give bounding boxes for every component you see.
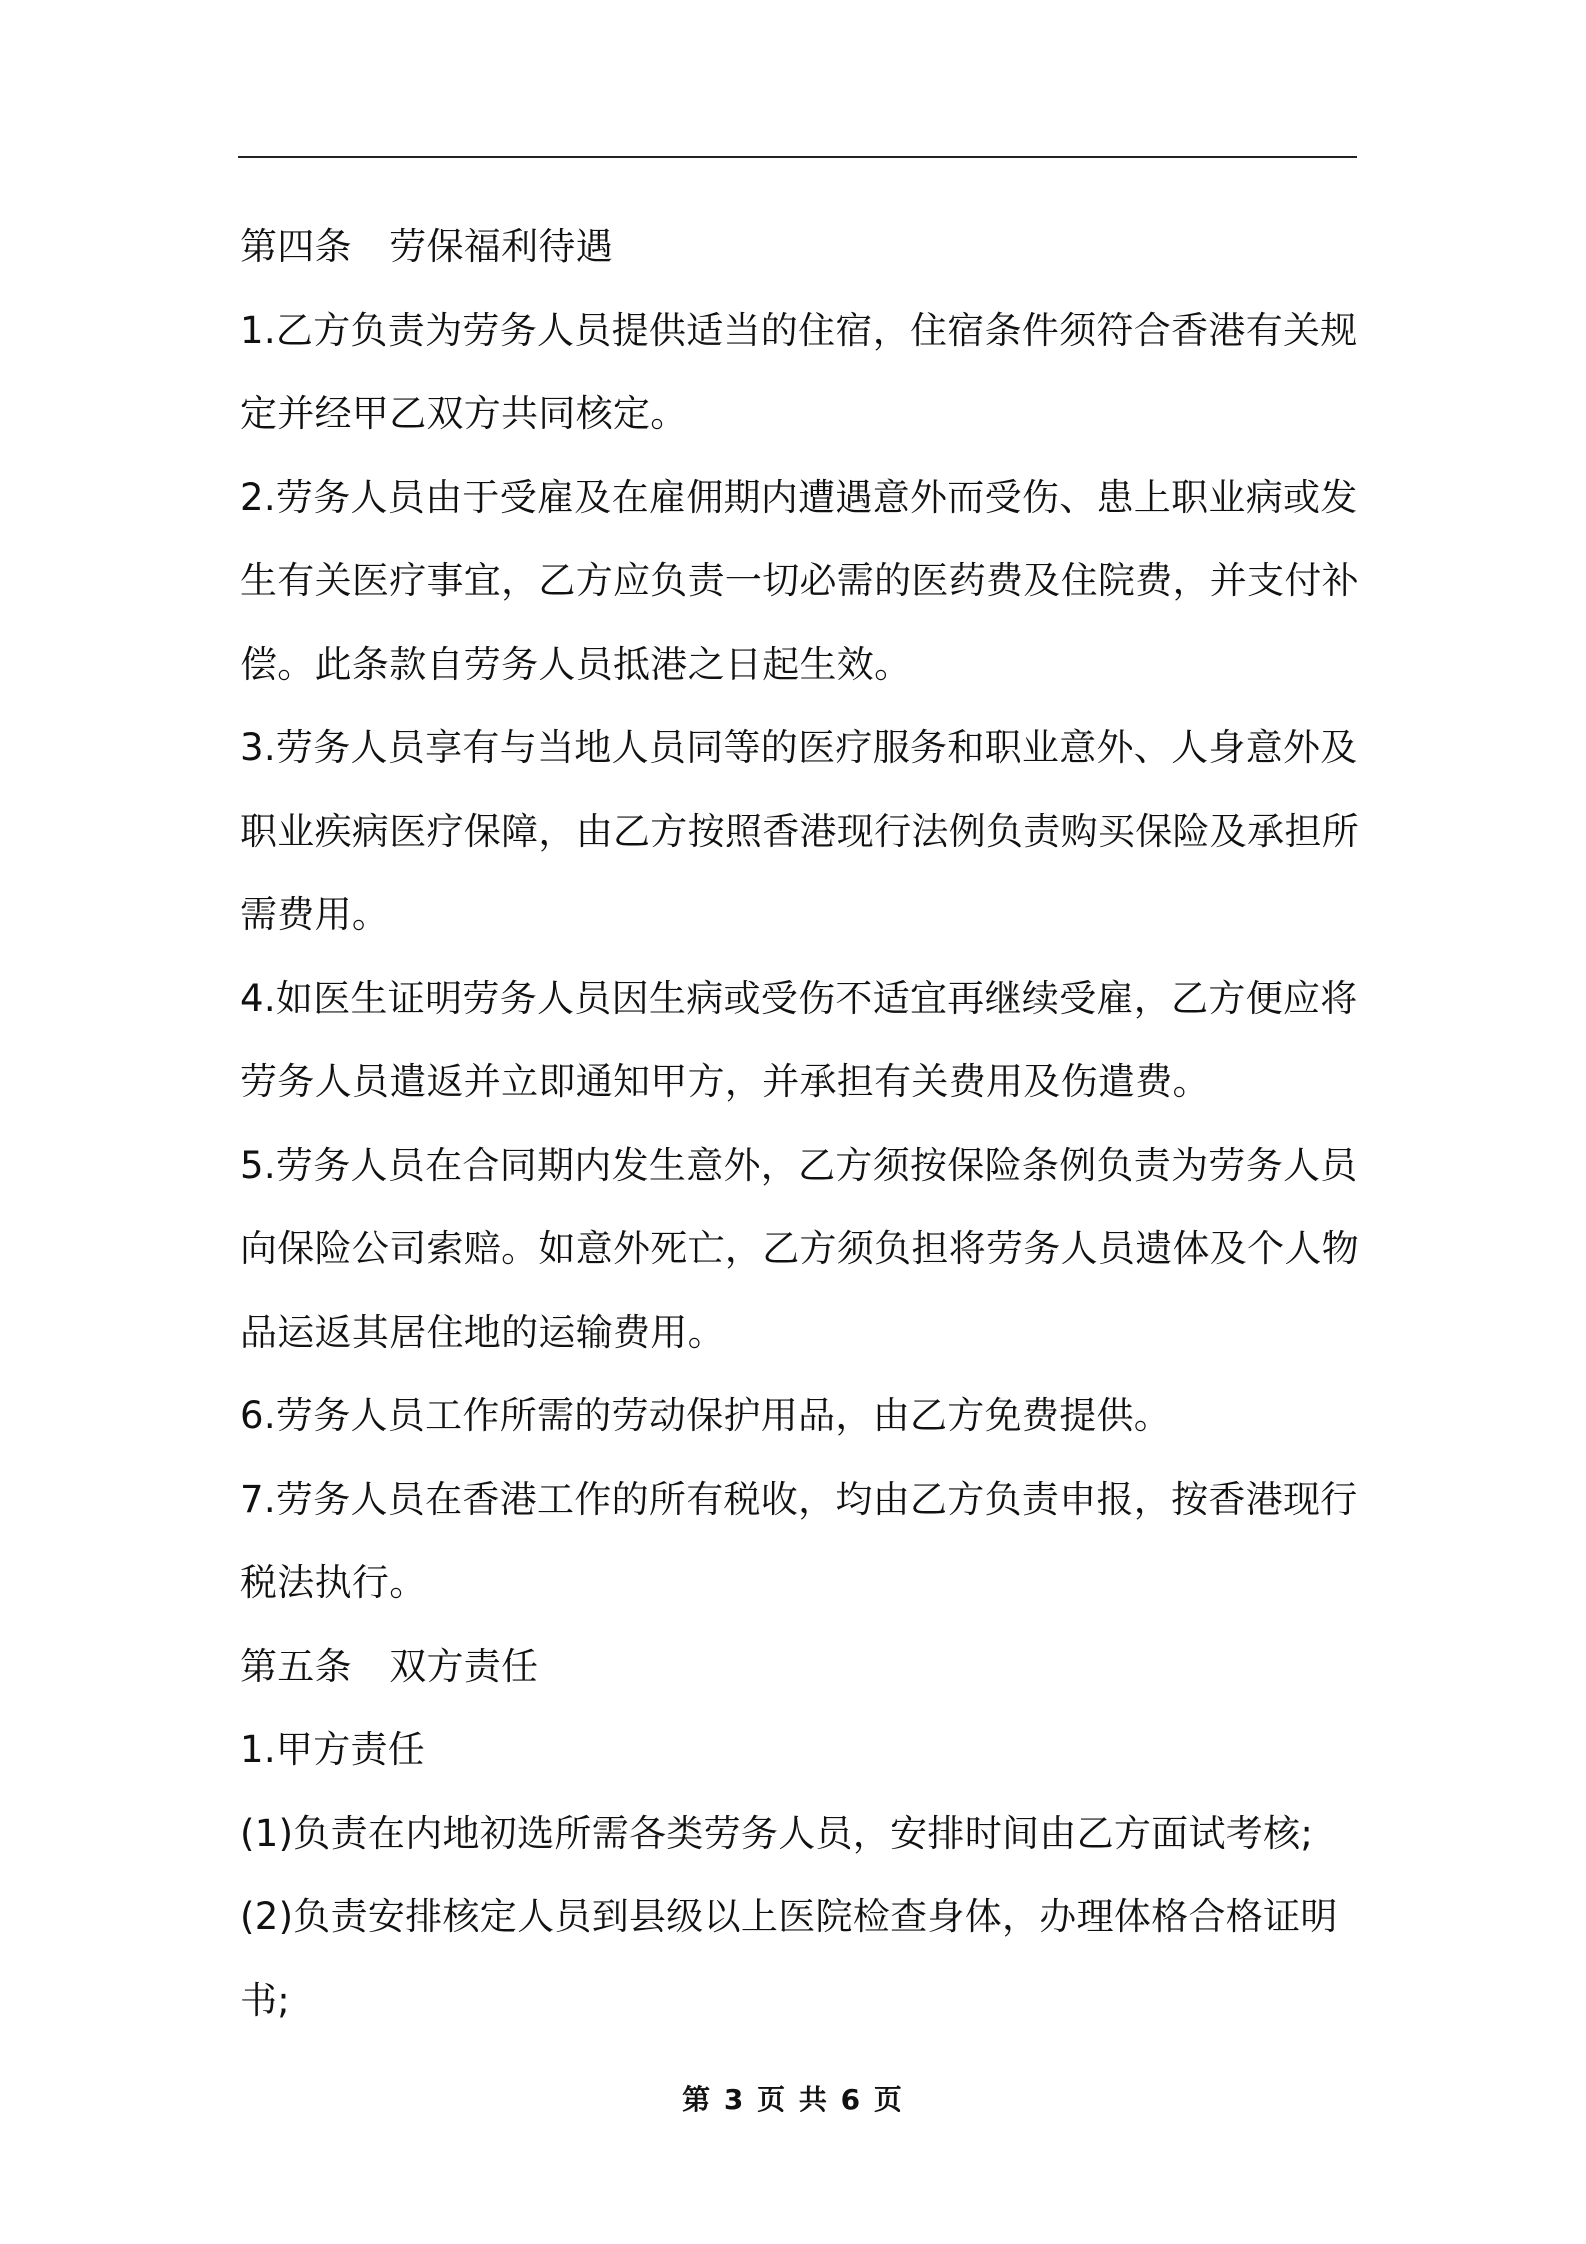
header-rule [238,156,1357,158]
paragraph-line: 书; [240,1978,291,2022]
paragraph-line: 1.乙方负责为劳务人员提供适当的住宿，住宿条件须符合香港有关规 [240,308,1358,352]
paragraph-line: 劳务人员遣返并立即通知甲方，并承担有关费用及伤遣费。 [240,1060,1210,1103]
paragraph-line: 需费用。 [240,893,390,936]
paragraph-line: 偿。此条款自劳务人员抵港之日起生效。 [240,642,912,686]
section-heading: 第四条 劳保福利待遇 [240,225,613,268]
paragraph-line: 4.如医生证明劳务人员因生病或受伤不适宜再继续受雇，乙方便应将 [240,976,1358,1020]
paragraph-line: 品运返其居住地的运输费用。 [240,1310,725,1354]
paragraph-line: 生有关医疗事宜，乙方应负责一切必需的医药费及住院费，并支付补 [240,559,1359,602]
paragraph-line: (1)负责在内地初选所需各类劳务人员，安排时间由乙方面试考核; [240,1811,1314,1855]
paragraph-line: 5.劳务人员在合同期内发生意外，乙方须按保险条例负责为劳务人员 [240,1143,1358,1187]
paragraph-line: 职业疾病医疗保障，由乙方按照香港现行法例负责购买保险及承担所 [240,809,1359,853]
paragraph-line: 定并经甲乙双方共同核定。 [240,392,688,435]
paragraph-line: 向保险公司索赔。如意外死亡，乙方须负担将劳务人员遗体及个人物 [240,1227,1359,1270]
paragraph-line: (2)负责安排核定人员到县级以上医院检查身体，办理体格合格证明 [240,1895,1338,1938]
paragraph-line: 3.劳务人员享有与当地人员同等的医疗服务和职业意外、人身意外及 [240,726,1358,769]
page-number: 第 3 页 共 6 页 [682,2083,904,2116]
paragraph-line: 2.劳务人员由于受雇及在雇佣期内遭遇意外而受伤、患上职业病或发 [240,475,1358,519]
paragraph-line: 6.劳务人员工作所需的劳动保护用品，由乙方免费提供。 [240,1394,1172,1437]
document-body [240,205,1359,2042]
paragraph-line: 税法执行。 [240,1561,427,1604]
section-heading: 第五条 双方责任 [240,1644,539,1688]
paragraph-line: 7.劳务人员在香港工作的所有税收，均由乙方负责申报，按香港现行 [240,1477,1358,1521]
paragraph-line: 1.甲方责任 [240,1728,426,1771]
